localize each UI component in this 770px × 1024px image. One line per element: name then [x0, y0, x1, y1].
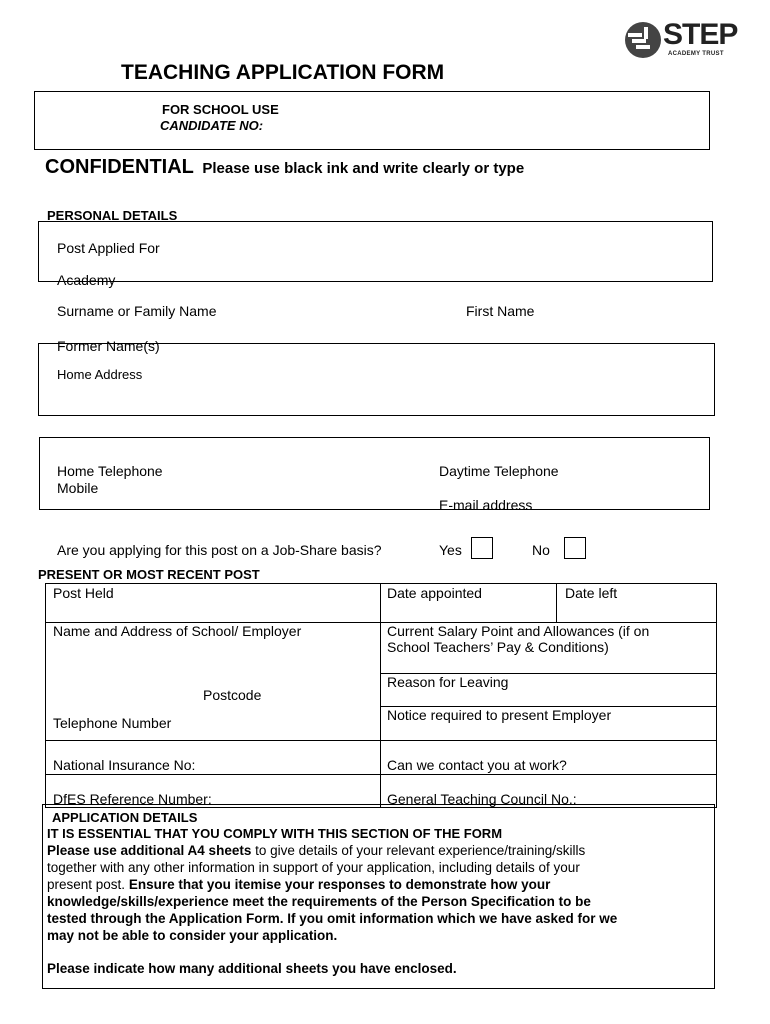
job-share-no-checkbox[interactable]	[564, 537, 586, 559]
school-use-heading: FOR SCHOOL USE	[162, 102, 279, 117]
first-name-label: First Name	[466, 303, 535, 319]
academy-label: Academy	[57, 272, 116, 288]
home-address-label: Home Address	[57, 367, 143, 382]
application-essential-note: IT IS ESSENTIAL THAT YOU COMPLY WITH THIS SECTION OF THE FORM	[47, 826, 503, 841]
job-share-question: Are you applying for this post on a Job-Share basis?	[57, 542, 382, 558]
application-line-1-rest: to give details of your relevant experience/training/skills	[251, 843, 586, 858]
application-line-1-bold: Please use additional A4 sheets	[47, 843, 252, 858]
ni-number-label: National Insurance No:	[53, 757, 196, 773]
application-line-4: knowledge/skills/experience meet the requirements of the Person Specification to be	[47, 894, 591, 909]
former-names-label: Former Name(s)	[57, 338, 160, 354]
application-line-2: together with any other information in support of your application, including details of your	[47, 860, 580, 875]
additional-sheets-note: Please indicate how many additional sheets you have enclosed.	[47, 961, 457, 976]
reason-leaving-label: Reason for Leaving	[387, 674, 509, 690]
date-appointed-label: Date appointed	[387, 585, 482, 601]
candidate-no-label: CANDIDATE NO:	[160, 118, 264, 133]
contact-work-label: Can we contact you at work?	[387, 757, 567, 773]
application-details-heading: APPLICATION DETAILS	[52, 810, 198, 825]
post-applied-label: Post Applied For	[57, 240, 160, 256]
confidential-line	[45, 156, 524, 179]
job-share-no-label: No	[532, 542, 550, 558]
step-logo-icon	[624, 21, 662, 59]
application-line-3	[47, 876, 712, 893]
employer-address-label: Name and Address of School/ Employer	[53, 623, 302, 639]
school-use-box	[34, 91, 710, 150]
mobile-label: Mobile	[57, 480, 99, 496]
application-line-3-rest: present post.	[47, 877, 129, 892]
table-row-line-5	[45, 774, 717, 775]
notice-label: Notice required to present Employer	[387, 707, 612, 723]
surname-label: Surname or Family Name	[57, 303, 217, 319]
confidential-instruction: Please use black ink and write clearly or type	[202, 160, 525, 177]
application-line-5: tested through the Application Form. If you omit information which we have asked for we	[47, 911, 618, 926]
post-held-label: Post Held	[53, 585, 114, 601]
home-telephone-label: Home Telephone	[57, 463, 163, 479]
application-line-3-bold: Ensure that you itemise your responses to demonstrate how your	[128, 877, 551, 892]
application-line-1	[47, 842, 712, 859]
employer-telephone-label: Telephone Number	[53, 715, 172, 731]
confidential-label: CONFIDENTIAL	[45, 156, 194, 178]
application-paragraph	[47, 842, 712, 944]
postcode-label: Postcode	[203, 687, 262, 703]
job-share-yes-label: Yes	[439, 542, 462, 558]
date-left-label: Date left	[565, 585, 618, 601]
daytime-telephone-label: Daytime Telephone	[439, 463, 559, 479]
table-divider-date	[556, 583, 557, 622]
job-share-yes-checkbox[interactable]	[471, 537, 493, 559]
form-title: TEACHING APPLICATION FORM	[121, 61, 445, 84]
step-logo	[624, 18, 749, 60]
application-line-6: may not be able to consider your application.	[47, 928, 338, 943]
personal-details-heading: PERSONAL DETAILS	[47, 208, 178, 223]
dfes-reference-label: DfES Reference Number:	[53, 791, 212, 807]
salary-label-line1: Current Salary Point and Allowances (if on	[387, 623, 650, 639]
present-post-heading: PRESENT OR MOST RECENT POST	[38, 567, 260, 582]
salary-label-line2: School Teachers’ Pay & Conditions)	[387, 639, 609, 655]
step-logo-subtitle: ACADEMY TRUST	[668, 51, 724, 57]
gtc-number-label: General Teaching Council No.:	[387, 791, 577, 807]
table-row-line-4	[45, 740, 717, 741]
step-logo-text: STEP	[663, 18, 738, 51]
email-label: E-mail address	[439, 497, 533, 513]
